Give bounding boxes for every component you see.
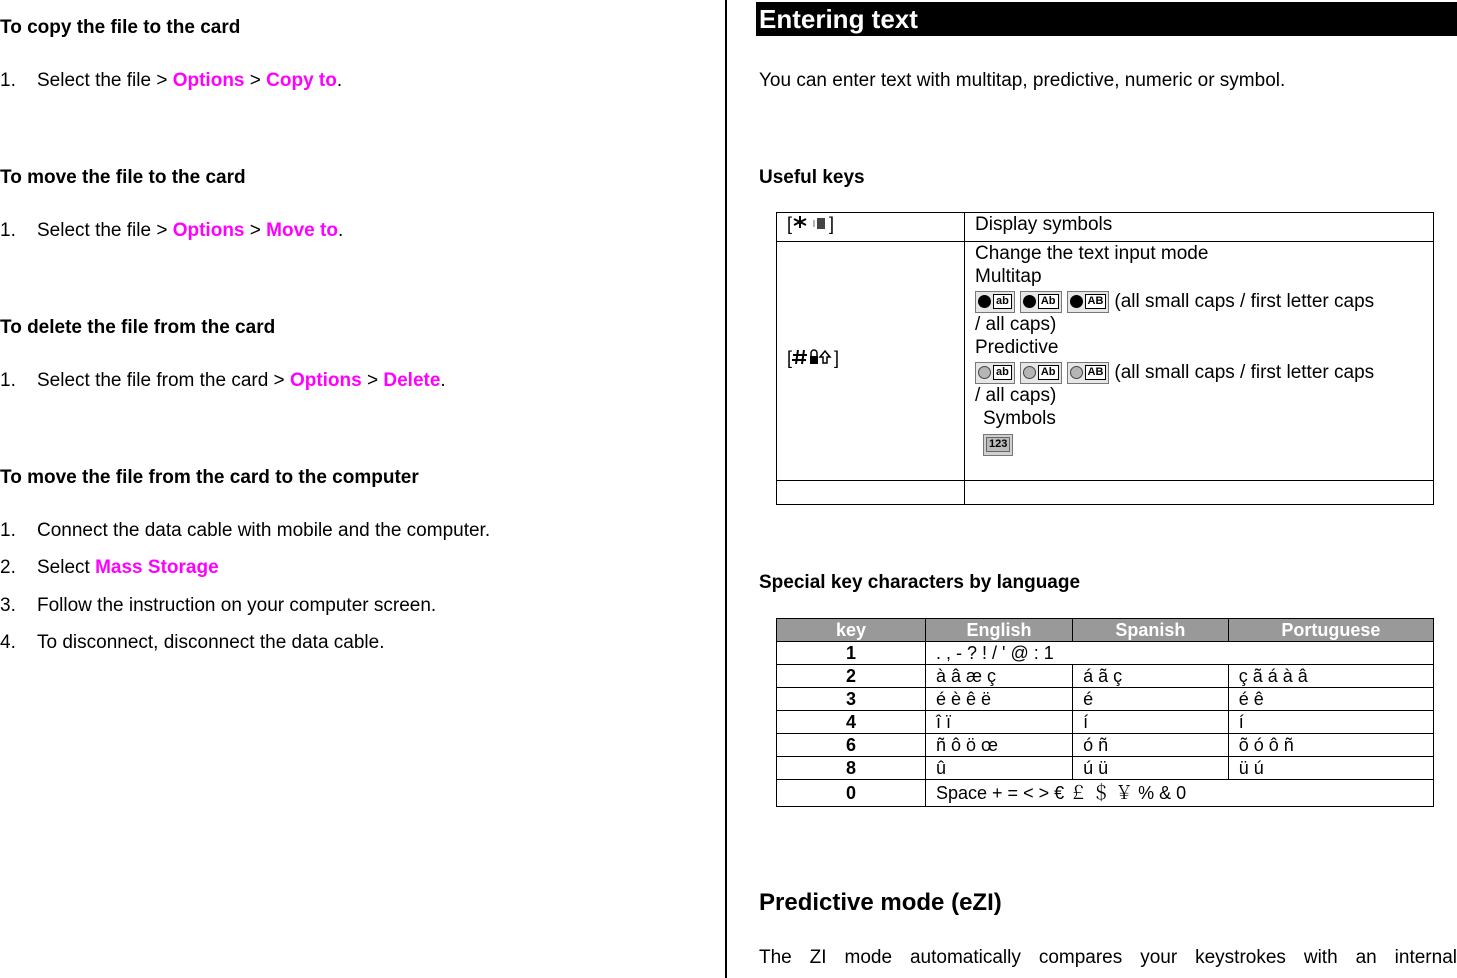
table-row: [777, 665, 1434, 688]
list-item: [0, 557, 219, 579]
step-text: Select the file >: [37, 70, 173, 91]
list-item: [0, 632, 385, 654]
lock-icon: [810, 356, 818, 364]
shift-icon: [820, 351, 830, 363]
menu-option: Copy to: [266, 70, 337, 91]
chars-cell: . , - ? ! / ' @ : 1: [926, 642, 1434, 665]
table-row: [777, 481, 1434, 505]
table-row: [777, 780, 1434, 807]
intro-text: You can enter text with multitap, predictive, numeric or symbol.: [759, 70, 1286, 91]
key-cell: 1: [777, 642, 926, 665]
mode-text: Change the text input mode: [975, 243, 1209, 264]
punctuation: .: [440, 370, 446, 391]
list-item: [0, 220, 343, 242]
table-row: [777, 734, 1434, 757]
predictive-heading: Predictive mode (eZI): [759, 889, 1002, 916]
spanish-cell: ó ñ: [1073, 734, 1229, 757]
punctuation: .: [336, 70, 343, 91]
spanish-cell: ú ü: [1073, 757, 1229, 780]
portuguese-cell: é ê: [1228, 688, 1433, 711]
step-text: Select: [37, 557, 96, 578]
right-column: [756, 0, 1457, 978]
english-cell: ñ ô ö œ: [926, 734, 1073, 757]
key-cell: 4: [777, 711, 926, 734]
star-key-cell: [777, 213, 965, 242]
menu-option: Mass Storage: [95, 557, 219, 578]
caps-note-end: / all caps): [975, 385, 1057, 406]
portuguese-cell: ü ú: [1228, 757, 1433, 780]
col-header-portuguese: Portuguese: [1228, 619, 1433, 642]
svg-text:[: [: [787, 214, 793, 234]
special-keys-heading: Special key characters by language: [759, 572, 1081, 593]
empty-cell: [965, 481, 1434, 505]
key-cell: 2: [777, 665, 926, 688]
section-heading: To delete the file from the card: [0, 317, 276, 338]
caps-note-end: / all caps): [975, 314, 1057, 335]
table-row: [777, 213, 1434, 242]
key-cell: 3: [777, 688, 926, 711]
list-number: 1.: [0, 70, 16, 91]
table-row: [777, 642, 1434, 665]
menu-option: Options: [172, 220, 245, 241]
section-heading: To copy the file to the card: [0, 17, 241, 38]
table-row: [777, 688, 1434, 711]
predictive-AB-icon: AB: [1067, 362, 1110, 384]
col-header-english: English: [926, 619, 1073, 642]
column-divider: [725, 0, 727, 978]
language-table: [776, 618, 1434, 807]
separator: >: [361, 370, 384, 391]
key-cell: 0: [777, 780, 926, 807]
symbols-label: Symbols: [983, 408, 1056, 429]
table-row: [777, 711, 1434, 734]
section-banner: [756, 2, 1457, 36]
english-cell: î ï: [926, 711, 1073, 734]
banner-title: Entering text: [759, 4, 918, 34]
empty-cell: [777, 481, 965, 505]
table-row: [777, 757, 1434, 780]
symbols-desc-cell: Display symbols: [965, 213, 1434, 242]
svg-text:]: ]: [834, 348, 840, 368]
list-number: 4.: [0, 632, 16, 653]
left-column: [0, 0, 724, 978]
separator: >: [244, 70, 267, 91]
list-item: [0, 595, 436, 617]
list-number: 3.: [0, 595, 16, 616]
portuguese-cell: ç ã á à â: [1228, 665, 1433, 688]
chars-cell: Space + = < > € ￡ ＄ ￥ % & 0: [926, 780, 1434, 807]
step-text: Connect the data cable with mobile and the computer.: [37, 520, 491, 541]
col-header-spanish: Spanish: [1073, 619, 1229, 642]
spanish-cell: é: [1073, 688, 1229, 711]
multitap-label: Multitap: [975, 266, 1042, 287]
star-key-icon: [787, 213, 839, 235]
spanish-cell: á ã ç: [1073, 665, 1229, 688]
section-heading: To move the file to the card: [0, 167, 246, 188]
caps-note: (all small caps / first letter caps: [1114, 291, 1375, 312]
list-number: 1.: [0, 220, 16, 241]
menu-option: Delete: [383, 370, 441, 391]
multitap-Ab-icon: Ab: [1020, 291, 1062, 313]
step-text: Follow the instruction on your computer screen.: [37, 595, 437, 616]
section-heading: To move the file from the card to the computer: [0, 467, 419, 488]
english-cell: à â æ ç: [926, 665, 1073, 688]
caps-note: (all small caps / first letter caps: [1114, 362, 1375, 383]
english-cell: é è ê ë: [926, 688, 1073, 711]
svg-text:[: [: [787, 348, 793, 368]
menu-option: Options: [172, 70, 245, 91]
table-header-row: [777, 619, 1434, 642]
predictive-ab-icon: ab: [975, 362, 1015, 384]
english-cell: û: [926, 757, 1073, 780]
predictive-icons: [975, 361, 1423, 384]
menu-option: Move to: [266, 220, 338, 241]
step-text: Select the file from the card >: [37, 370, 290, 391]
predictive-paragraph: The ZI mode automatically compares your keystrokes with an internal: [759, 947, 1457, 968]
symbols-icon-row: [975, 430, 1423, 456]
menu-option: Options: [289, 370, 362, 391]
portuguese-cell: õ ó ô ñ: [1228, 734, 1433, 757]
predictive-label: Predictive: [975, 337, 1059, 358]
vibrate-icon: [817, 218, 825, 229]
col-header-key: key: [777, 619, 926, 642]
spanish-cell: í: [1073, 711, 1229, 734]
multitap-AB-icon: AB: [1067, 291, 1110, 313]
input-mode-cell: [965, 242, 1434, 481]
list-item: [0, 370, 446, 392]
list-number: 2.: [0, 557, 16, 578]
step-text: To disconnect, disconnect the data cable.: [37, 632, 385, 653]
multitap-icons: [975, 290, 1423, 313]
punctuation: .: [337, 220, 344, 241]
svg-text:]: ]: [829, 214, 835, 234]
key-cell: 8: [777, 757, 926, 780]
list-item: [0, 520, 490, 542]
list-item: [0, 70, 342, 92]
list-number: 1.: [0, 520, 16, 541]
useful-keys-heading: Useful keys: [759, 167, 865, 188]
table-row: [777, 242, 1434, 481]
predictive-Ab-icon: Ab: [1020, 362, 1062, 384]
hash-key-icon: [787, 347, 847, 369]
symbols-123-icon: 123: [983, 434, 1013, 456]
multitap-ab-icon: ab: [975, 291, 1015, 313]
key-cell: 6: [777, 734, 926, 757]
list-number: 1.: [0, 370, 16, 391]
hash-key-cell: [777, 242, 965, 481]
separator: >: [244, 220, 267, 241]
portuguese-cell: í: [1228, 711, 1433, 734]
useful-keys-table: [776, 212, 1434, 505]
step-text: Select the file >: [37, 220, 173, 241]
